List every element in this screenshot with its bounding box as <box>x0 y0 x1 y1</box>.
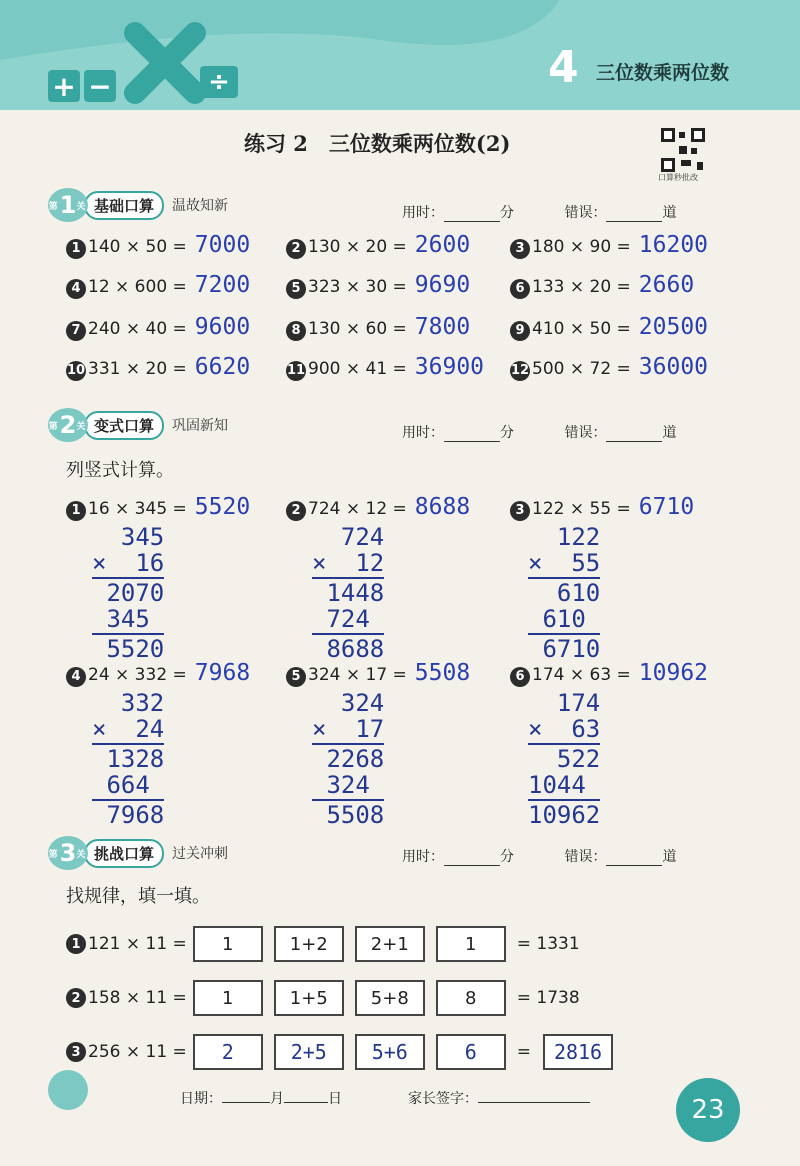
problem-number: 7 <box>66 321 86 341</box>
month-blank[interactable] <box>222 1102 270 1103</box>
problem-number: 8 <box>286 321 306 341</box>
handwritten-answer[interactable]: 20500 <box>638 314 709 340</box>
handwritten-answer[interactable]: 7200 <box>194 272 251 298</box>
oral-problem <box>510 232 708 259</box>
section-subtitle: 温故知新 <box>172 198 229 214</box>
vertical-problem <box>286 494 470 521</box>
pattern-box[interactable]: 1 <box>193 926 263 962</box>
tv-mascot-icon <box>48 1070 88 1110</box>
problem-question: 140 × 50 = <box>88 237 187 257</box>
problem-number: 2 <box>286 501 306 521</box>
pattern-result: = 1738 <box>516 988 580 1008</box>
vertical-problem <box>510 660 708 687</box>
pattern-problem <box>66 926 580 962</box>
qr-label: 口算秒批改 <box>658 173 698 182</box>
working-line: 2268 <box>312 745 385 773</box>
working-line: × 63 <box>528 715 601 743</box>
problem-question: 121 × 11 = <box>88 934 187 954</box>
working-line: × 24 <box>92 715 165 743</box>
handwritten-answer[interactable]: 5508 <box>414 660 471 686</box>
problem-number: 2 <box>66 988 86 1008</box>
oral-problem <box>66 314 250 341</box>
working-line: 8688 <box>312 635 385 663</box>
problem-question: 130 × 60 = <box>308 319 407 339</box>
problem-number: 3 <box>66 1042 86 1062</box>
problem-number: 10 <box>66 361 86 381</box>
vertical-working <box>92 690 164 828</box>
level-badge: 第 3 关 <box>48 836 88 870</box>
error-blank[interactable] <box>606 865 662 866</box>
section-2-header <box>48 408 228 442</box>
multiply-icon <box>120 18 210 108</box>
page-number: 23 <box>676 1078 740 1142</box>
parent-signature-field: 家长签字： <box>408 1088 590 1108</box>
pattern-problem <box>66 1034 624 1070</box>
vertical-working <box>528 524 600 662</box>
section-name: 基础口算 <box>84 191 164 220</box>
pattern-box[interactable]: 1+2 <box>274 926 344 962</box>
problem-question: 500 × 72 = <box>532 359 631 379</box>
working-line: 1044 <box>528 771 601 799</box>
problem-question: 16 × 345 = <box>88 499 187 519</box>
working-line: 6710 <box>528 635 601 663</box>
oral-problem <box>510 272 694 299</box>
handwritten-answer[interactable]: 7000 <box>194 232 251 258</box>
pattern-box[interactable]: 1 <box>193 980 263 1016</box>
pattern-box[interactable]: 5+6 <box>355 1034 425 1070</box>
problem-number: 5 <box>286 667 306 687</box>
problem-question: 324 × 17 = <box>308 665 407 685</box>
pattern-result: = <box>516 1042 532 1062</box>
problem-number: 11 <box>286 361 306 381</box>
handwritten-answer[interactable]: 36900 <box>414 354 485 380</box>
time-blank[interactable] <box>444 221 500 222</box>
problem-question: 323 × 30 = <box>308 277 407 297</box>
working-line: 122 <box>528 523 601 551</box>
problem-question: 158 × 11 = <box>88 988 187 1008</box>
working-line: 332 <box>92 689 165 717</box>
handwritten-answer[interactable]: 36000 <box>638 354 709 380</box>
time-blank[interactable] <box>444 441 500 442</box>
handwritten-answer[interactable]: 9690 <box>414 272 471 298</box>
problem-question: 133 × 20 = <box>532 277 631 297</box>
problem-question: 256 × 11 = <box>88 1042 187 1062</box>
working-line: 664 <box>92 771 165 799</box>
problem-number: 5 <box>286 279 306 299</box>
vertical-problem <box>510 494 694 521</box>
plus-icon: + <box>48 70 80 102</box>
handwritten-answer[interactable]: 8688 <box>414 494 471 520</box>
day-blank[interactable] <box>284 1102 328 1103</box>
problem-number: 9 <box>510 321 530 341</box>
section-3-timer: 用时： 分 错误： 道 <box>402 849 677 865</box>
working-line: 724 <box>312 523 385 551</box>
section-name: 变式口算 <box>84 411 164 440</box>
working-line: × 17 <box>312 715 385 743</box>
working-line: 345 <box>92 605 165 633</box>
pattern-box[interactable]: 2+1 <box>355 926 425 962</box>
working-line: 345 <box>92 523 165 551</box>
problem-question: 24 × 332 = <box>88 665 187 685</box>
minus-icon: − <box>84 70 116 102</box>
problem-question: 174 × 63 = <box>532 665 631 685</box>
section-1-header <box>48 188 228 222</box>
problem-number: 12 <box>510 361 530 381</box>
handwritten-answer[interactable]: 9600 <box>194 314 251 340</box>
working-line: 10962 <box>528 801 601 829</box>
handwritten-answer[interactable]: 2660 <box>638 272 695 298</box>
level-badge: 第 2 关 <box>48 408 88 442</box>
divide-icon: ÷ <box>200 66 238 98</box>
working-line: × 55 <box>528 549 601 577</box>
problem-question: 180 × 90 = <box>532 237 631 257</box>
working-line: 724 <box>312 605 385 633</box>
problem-question: 724 × 12 = <box>308 499 407 519</box>
problem-number: 2 <box>286 239 306 259</box>
problem-number: 1 <box>66 934 86 954</box>
pattern-box[interactable]: 2 <box>193 1034 263 1070</box>
problem-number: 4 <box>66 279 86 299</box>
pattern-instruction: 找规律，填一填。 <box>66 886 210 907</box>
problem-question: 12 × 600 = <box>88 277 187 297</box>
unit-title: 三位数乘两位数 <box>596 62 730 84</box>
oral-problem <box>286 272 470 299</box>
time-blank[interactable] <box>444 865 500 866</box>
working-line: 5520 <box>92 635 165 663</box>
oral-problem <box>66 272 250 299</box>
handwritten-answer[interactable]: 5520 <box>194 494 251 520</box>
vertical-working <box>312 690 384 828</box>
operator-icons <box>48 66 116 106</box>
vertical-working <box>92 524 164 662</box>
handwritten-answer[interactable]: 10962 <box>638 660 709 686</box>
problem-number: 6 <box>510 279 530 299</box>
oral-problem <box>66 232 250 259</box>
handwritten-answer[interactable]: 16200 <box>638 232 709 258</box>
oral-problem <box>286 314 470 341</box>
vertical-problem <box>286 660 470 687</box>
handwritten-answer[interactable]: 6620 <box>194 354 251 380</box>
working-line: 2070 <box>92 579 165 607</box>
problem-question: 240 × 40 = <box>88 319 187 339</box>
unit-number: 4 <box>548 42 579 93</box>
pattern-box[interactable]: 8 <box>436 980 506 1016</box>
oral-problem <box>286 232 470 259</box>
working-line: 5508 <box>312 801 385 829</box>
section-3-header <box>48 836 228 870</box>
oral-problem <box>66 354 250 381</box>
problem-question: 900 × 41 = <box>308 359 407 379</box>
level-badge: 第 1 关 <box>48 188 88 222</box>
working-line: × 12 <box>312 549 385 577</box>
problem-question: 331 × 20 = <box>88 359 187 379</box>
problem-number: 4 <box>66 667 86 687</box>
working-line: 1328 <box>92 745 165 773</box>
problem-number: 6 <box>510 667 530 687</box>
signature-blank[interactable] <box>478 1102 590 1103</box>
oral-problem <box>286 354 484 381</box>
vertical-working <box>312 524 384 662</box>
pattern-result: = 1331 <box>516 934 580 954</box>
oral-problem <box>510 354 708 381</box>
handwritten-answer[interactable]: 2600 <box>414 232 471 258</box>
problem-number: 3 <box>510 501 530 521</box>
answer-box[interactable]: 2816 <box>543 1034 613 1070</box>
section-1-timer: 用时： 分 错误： 道 <box>402 205 677 221</box>
error-blank[interactable] <box>606 221 662 222</box>
handwritten-answer[interactable]: 7800 <box>414 314 471 340</box>
working-line: 522 <box>528 745 601 773</box>
qr-code-icon <box>661 128 705 172</box>
pattern-problem <box>66 980 580 1016</box>
handwritten-answer[interactable]: 7968 <box>194 660 251 686</box>
working-line: × 16 <box>92 549 165 577</box>
problem-question: 410 × 50 = <box>532 319 631 339</box>
vertical-working <box>528 690 600 828</box>
page-title: 练习 2 三位数乘两位数(2) <box>244 131 511 156</box>
date-field: 日期： 月 日 <box>180 1091 342 1107</box>
pattern-box[interactable]: 1+5 <box>274 980 344 1016</box>
section-subtitle: 过关冲刺 <box>172 846 229 862</box>
pattern-box[interactable]: 5+8 <box>355 980 425 1016</box>
section-2-timer: 用时： 分 错误： 道 <box>402 425 677 441</box>
pattern-box[interactable]: 1 <box>436 926 506 962</box>
problem-number: 1 <box>66 239 86 259</box>
working-line: 174 <box>528 689 601 717</box>
error-blank[interactable] <box>606 441 662 442</box>
vertical-instruction: 列竖式计算。 <box>66 460 174 481</box>
problem-question: 130 × 20 = <box>308 237 407 257</box>
section-name: 挑战口算 <box>84 839 164 868</box>
pattern-box[interactable]: 2+5 <box>274 1034 344 1070</box>
working-line: 7968 <box>92 801 165 829</box>
working-line: 324 <box>312 771 385 799</box>
working-line: 610 <box>528 579 601 607</box>
working-line: 1448 <box>312 579 385 607</box>
working-line: 610 <box>528 605 601 633</box>
vertical-problem <box>66 660 250 687</box>
oral-problem <box>510 314 708 341</box>
problem-number: 3 <box>510 239 530 259</box>
problem-number: 1 <box>66 501 86 521</box>
problem-question: 122 × 55 = <box>532 499 631 519</box>
handwritten-answer[interactable]: 6710 <box>638 494 695 520</box>
section-subtitle: 巩固新知 <box>172 418 229 434</box>
working-line: 324 <box>312 689 385 717</box>
pattern-box[interactable]: 6 <box>436 1034 506 1070</box>
vertical-problem <box>66 494 250 521</box>
